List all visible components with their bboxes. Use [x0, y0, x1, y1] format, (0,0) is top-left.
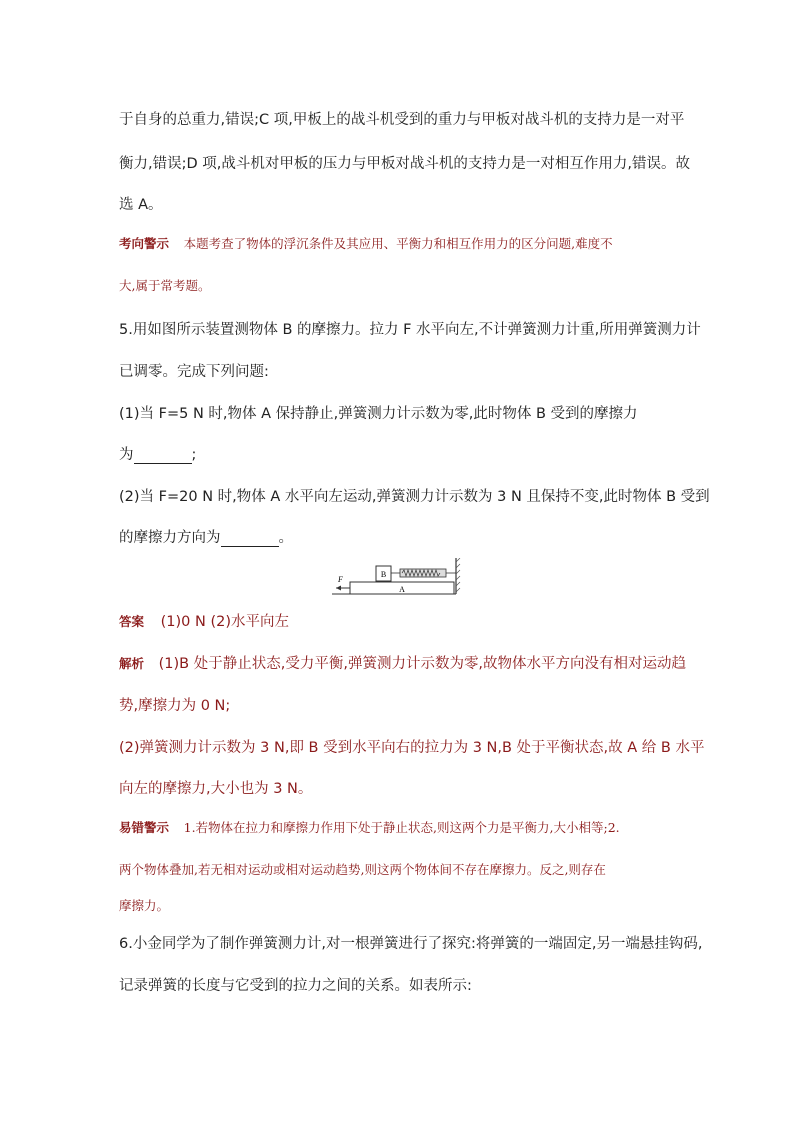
warning-note-1: [119, 234, 613, 252]
question-5-part-2-answer-line: [119, 526, 293, 547]
arrow-head-icon: [336, 586, 341, 591]
text-line: 于自身的总重力,错误;C 项,甲板上的战斗机受到的重力与甲板对战斗机的支持力是一对平: [119, 112, 685, 128]
block-a-label: A: [399, 585, 405, 594]
question-5-stem: 5.用如图所示装置测物体 B 的摩擦力。拉力 F 水平向左,不计弹簧测力计重,所用弹簧测力计: [119, 322, 701, 338]
warning-text: 摩擦力。: [119, 898, 170, 913]
text: 。: [278, 530, 293, 546]
warning-text: 大,属于常考题。: [119, 278, 211, 293]
answer-line: [119, 610, 289, 631]
answer-text: (1)0 N (2)水平向左: [160, 614, 289, 630]
analysis-text: 向左的摩擦力,大小也为 3 N。: [119, 781, 313, 797]
warning-label: 考向警示: [119, 236, 170, 251]
analysis-text: 势,摩擦力为 0 N;: [119, 698, 231, 714]
question-6-stem: 记录弹簧的长度与它受到的拉力之间的关系。如表所示:: [119, 978, 472, 994]
answer-blank[interactable]: [221, 532, 279, 547]
block-b-label: B: [380, 570, 387, 579]
analysis-text: (1)B 处于静止状态,受力平衡,弹簧测力计示数为零,故物体水平方向没有相对运动趋: [158, 656, 687, 672]
warning-text: 两个物体叠加,若无相对运动或相对运动趋势,则这两个物体间不存在摩擦力。反之,则存在: [119, 862, 606, 877]
text: 的摩擦力方向为: [119, 530, 221, 546]
question-5-part-1: (1)当 F=5 N 时,物体 A 保持静止,弹簧测力计示数为零,此时物体 B 受到的摩擦力: [119, 406, 638, 422]
warning-text: 本题考查了物体的浮沉条件及其应用、平衡力和相互作用力的区分问题,难度不: [183, 236, 613, 251]
analysis-label: 解析: [119, 656, 145, 671]
text: 为: [119, 447, 134, 463]
question-5-part-2: (2)当 F=20 N 时,物体 A 水平向左运动,弹簧测力计示数为 3 N 且保持不变,此时物体 B 受到: [119, 489, 710, 505]
warning-note-2: [119, 818, 620, 836]
warning-text: 1.若物体在拉力和摩擦力作用下处于静止状态,则这两个力是平衡力,大小相等;2.: [183, 820, 620, 835]
text-line: 衡力,错误;D 项,战斗机对甲板的压力与甲板对战斗机的支持力是一对相互作用力,错误。故: [119, 156, 690, 172]
question-6-stem: 6.小金同学为了制作弹簧测力计,对一根弹簧进行了探究:将弹簧的一端固定,另一端悬挂钩码,: [119, 936, 703, 952]
spring-scale-figure: [332, 558, 462, 598]
warning-label: 易错警示: [119, 820, 170, 835]
question-5-stem: 已调零。完成下列问题:: [119, 364, 269, 380]
answer-label: 答案: [119, 614, 145, 629]
wall-hatching: [456, 558, 460, 592]
question-5-part-1-answer-line: [119, 443, 196, 464]
analysis-line: [119, 652, 686, 673]
answer-blank[interactable]: [134, 449, 192, 464]
text-line: 选 A。: [119, 197, 163, 213]
analysis-text: (2)弹簧测力计示数为 3 N,即 B 受到水平向右的拉力为 3 N,B 处于平衡状态,故 A 给 B 水平: [119, 740, 705, 756]
force-label: F: [338, 575, 343, 584]
text: ;: [191, 447, 197, 463]
